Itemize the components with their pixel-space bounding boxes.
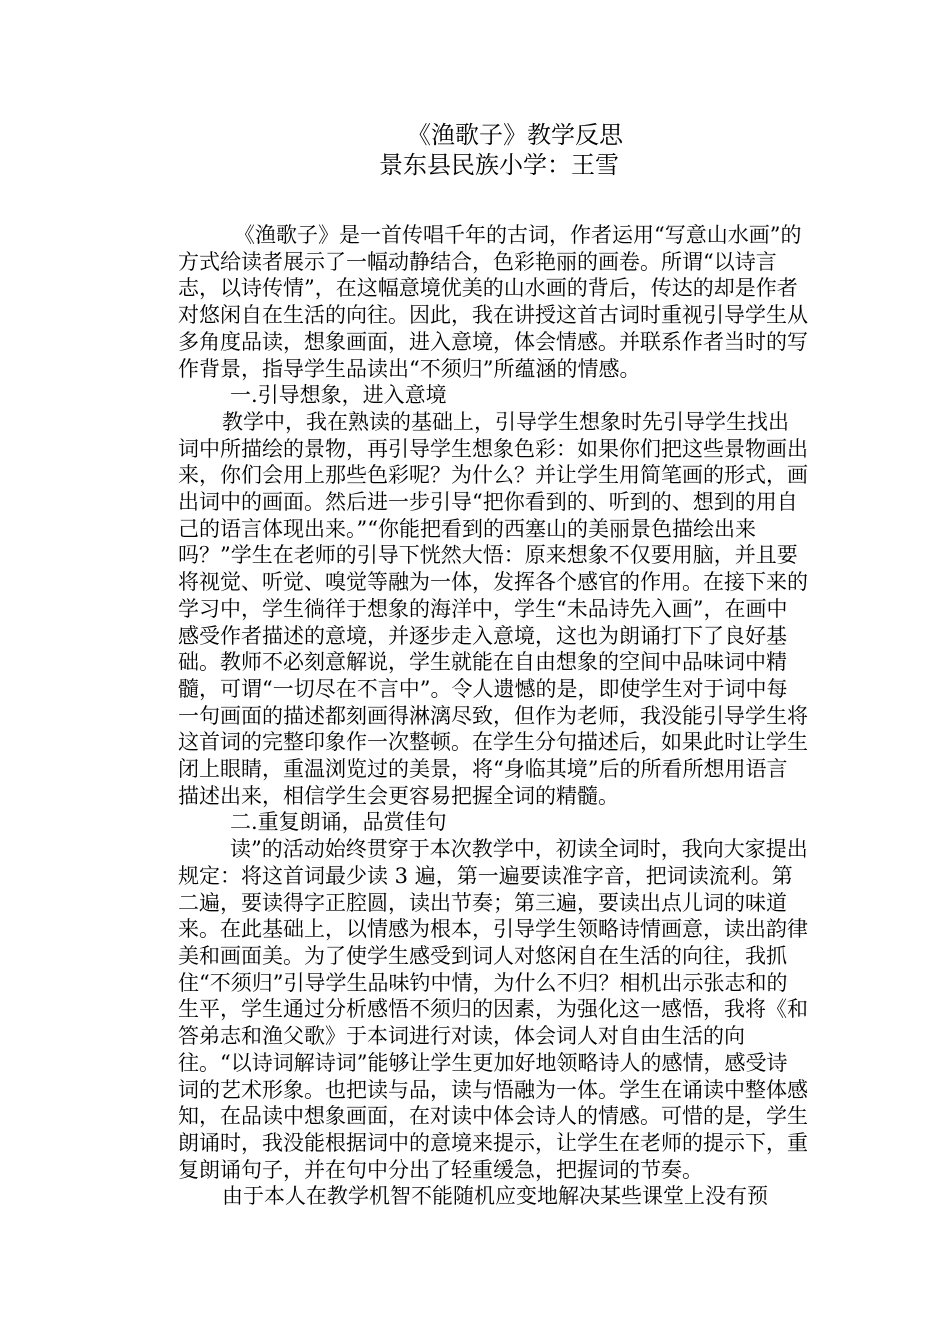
- document-body: [178, 222, 808, 1210]
- paragraph-text: 二.重复朗诵，品赏佳句: [230, 810, 447, 835]
- paragraph-text: 教学中，我在熟读的基础上，引导学生想象时先引导学生找出词中所描绘的景物，再引导学生想象色彩：如果你们把这些景物画出来，你们会用上那些色彩呢？为什么？并让学生用简笔画的形式，画出词中的画面。然后进一步引导“把你看到的、听到的、想到的用自己的语言体现出来。”“你能把看到的西塞山的美丽景色描绘出来吗？”学生在老师的引导下恍然大悟：原来想象不仅要用脑，并且要将视觉、听觉、嗅觉等融为一体，发挥各个感官的作用。在接下来的学习中，学生徜徉于想象的海洋中，学生“未品诗先入画”，在画中感受作者描述的意境，并逐步走入意境，这也为朗诵打下了良好基础。教师不必刻意解说，学生就能在自由想象的空间中品味词中精髓，可谓“一切尽在不言中”。令人遗憾的是，即使学生对于词中每一句画面的描述都刻画得淋漓尽致，但作为老师，我没能引导学生将这首词的完整印象作一次整顿。在学生分句描述后，如果此时让学生闭上眼睛，重温浏览过的美景，将“身临其境”后的所看所想用语言描述出来，相信学生会更容易把握全词的精髓。: [178, 409, 808, 808]
- title-block: [0, 120, 950, 180]
- body-paragraph: [178, 222, 808, 382]
- paragraph-text: 读”的活动始终贯穿于本次教学中，初读全词时，我向大家提出规定：将这首词最少读 3 遍，第一遍要读准字音，把词读流利。第二遍，要读得字正腔圆，读出节奏；第三遍，要读出点儿词的味道来。在此基础上，以情感为根本，引导学生领略诗情画意，读出韵律美和画面美。为了使学生感受到词人对悠闲自在生活的向往，我抓住“不须归”引导学生品味钓中情，为什么不归？相机出示张志和的生平，学生通过分析感悟不须归的因素，为强化这一感悟，我将《和答弟志和渔父歌》于本词进行对读，体会词人对自由生活的向往。“以诗词解诗词”能够让学生更加好地领略诗人的感情，感受诗词的艺术形象。也把读与品，读与悟融为一体。学生在诵读中整体感知，在品读中想象画面，在对读中体会诗人的情感。可惜的是，学生朗诵时，我没能根据词中的意境来提示，让学生在老师的提示下，重复朗诵句子，并在句中分出了轻重缓急，把握词的节奏。: [178, 837, 808, 1182]
- section-heading: [178, 809, 808, 836]
- section-heading: [178, 382, 808, 409]
- paragraph-text: 《渔歌子》是一首传唱千年的古词，作者运用“写意山水画”的方式给读者展示了一幅动静结合，色彩艳丽的画卷。所谓“以诗言志，以诗传情”，在这幅意境优美的山水画的背后，传达的却是作者对悠闲自在生活的向往。因此，我在讲授这首古词时重视引导学生从多角度品读，想象画面，进入意境，体会情感。并联系作者当时的写作背景，指导学生品读出“不须归”所蕴涵的情感。: [178, 223, 808, 381]
- body-paragraph: [178, 836, 808, 1183]
- paragraph-text: 由于本人在教学机智不能随机应变地解决某些课堂上没有预: [222, 1184, 768, 1209]
- body-paragraph: [178, 1183, 808, 1210]
- document-title: 《渔歌子》教学反思: [407, 121, 623, 149]
- author-line: 景东县民族小学：王雪: [379, 151, 619, 179]
- body-paragraph: [178, 409, 808, 810]
- paragraph-text: 一.引导想象，进入意境: [230, 383, 447, 408]
